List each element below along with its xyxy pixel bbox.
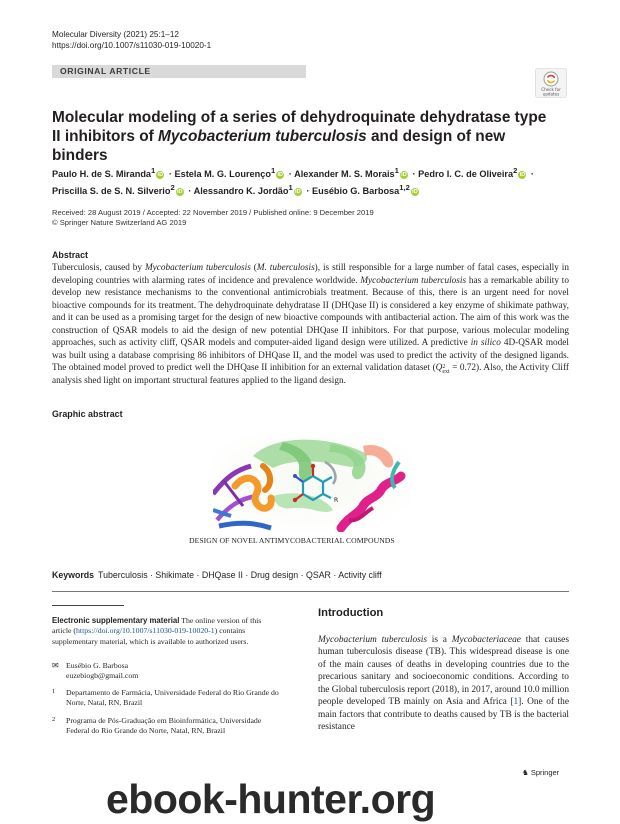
affiliation-1	[52, 688, 282, 709]
esm-text: ) contains supplementary material, which is available to authorized users.	[52, 626, 249, 646]
orcid-icon[interactable]: iD	[176, 188, 183, 195]
esm-label: Electronic supplementary material	[52, 616, 180, 625]
author-name[interactable]: Estela M. G. Lourenço	[174, 169, 271, 180]
journal-header	[52, 29, 211, 51]
orcid-icon[interactable]: iD	[277, 171, 284, 178]
intro-text: is a	[427, 635, 452, 645]
orcid-icon[interactable]: iD	[157, 171, 164, 178]
author-name[interactable]: Eusébio G. Barbosa	[311, 186, 400, 197]
abstract-body	[52, 262, 569, 388]
abstract-text: has a remarkable ability to develop new resistance mechanisms to the conventional antimicrobials treatment. Because of this, there is an urgent need for novel bioactive compounds for its treatment. The dehydroquinate dehydratase II (DHQase II) is considered a key enzyme of shikimate pathway, and it can be used as a promising target for the design of new bioactive compounds with antibacterial action. The aim of this work was the construction of QSAR models to aid the design of new potential DHQase II inhibitors. For that purpose, various molecular modeling approaches, such as activity cliff, QSAR models and computer-aided ligand design were utilized. A predictive	[52, 275, 569, 349]
orcid-icon[interactable]: iD	[412, 188, 418, 195]
author-name[interactable]: Pedro I. C. de Oliveira	[418, 169, 514, 180]
esm-text: The online version of this article (	[52, 616, 262, 636]
author-sup: 1	[394, 166, 399, 175]
author-sup: 2	[513, 166, 518, 175]
abstract-text: (	[250, 263, 257, 273]
author-name[interactable]: Priscilla S. de S. N. Silverio	[52, 186, 171, 197]
copyright-line: © Springer Nature Switzerland AG 2019	[52, 218, 187, 227]
citation-link[interactable]: 1	[513, 697, 519, 708]
affiliation-2	[52, 716, 282, 737]
orcid-icon[interactable]: iD	[295, 188, 301, 195]
author-list: Paulo H. de S. Miranda$^1$ iD · Estela M. G. Lourenço$^1$ iD · Alexander M. S. Morais$^1$ iD · Pedro I. C. de Oliveira$^2$ iD · Priscilla S. de S. N. Silverio$^2$ iD · Alessandro K. Jordão$^1$ iD · Eusébio G. Barbosa$^{1,2}$ iD	[52, 166, 534, 197]
q-sup: 2	[442, 364, 446, 371]
article-type: ORIGINAL ARTICLE	[60, 66, 151, 76]
author-sup: 1,2	[399, 183, 410, 193]
protein-ligand-illustration	[213, 436, 411, 532]
intro-text: that causes human tuberculosis disease (TB). This widespread disease is one of the main causes of deaths in developing countries due to the precarious sanitary and socioeconomic conditions. According to the Global tuberculosis report (2018), in 2017, around 10.0 million people developed TB mainly on Asia and Africa [	[318, 635, 570, 708]
publisher-logo	[522, 768, 559, 777]
orcid-icon[interactable]: iD	[519, 171, 526, 178]
publisher-name: Springer	[530, 768, 560, 777]
abstract-italic: M. tuberculosis	[256, 263, 315, 273]
q-sub: ext	[442, 369, 450, 376]
abstract-text: Tuberculosis, caused by	[52, 263, 145, 273]
dates-line: Received: 28 August 2019 / Accepted: 22 November 2019 / Published online: 9 December 2019	[52, 208, 374, 217]
doi-link[interactable]: https://doi.org/10.1007/s11030-019-10020-1	[52, 41, 212, 50]
intro-text: ]. One of the main factors that contribute to deaths caused by TB is the bacterial resistance	[318, 697, 569, 733]
watermark: ebook-hunter.org	[106, 776, 436, 822]
keywords	[52, 570, 382, 580]
title-text-1: Molecular modeling of a series of dehydroquinate dehydratase type II inhibitors of	[52, 109, 547, 145]
affiliation-text: Departamento de Farmácia, Universidade Federal do Rio Grande do Norte, Natal, RN, Brazil	[66, 688, 279, 708]
abstract-italic: Mycobacterium tuberculosis	[144, 263, 251, 273]
publication-dates	[52, 208, 374, 228]
corresponding-name: Eusébio G. Barbosa	[66, 661, 129, 670]
keywords-label: Keywords	[52, 570, 95, 580]
keywords-list: Tuberculosis · Shikimate · DHQase II · Drug design · QSAR · Activity cliff	[98, 570, 382, 580]
intro-italic: Mycobacteriaceae	[451, 635, 521, 645]
supplementary-material-note	[52, 616, 282, 647]
check-for-updates-icon[interactable]	[535, 68, 567, 98]
title-text-2: and design of new binders	[52, 128, 506, 164]
title-species: Mycobacterium tuberculosis	[158, 128, 367, 145]
affiliation-text: Programa de Pós-Graduação em Bioinformática, Universidade Federal do Rio Grande do Norte, Natal, RN, Brazil	[66, 716, 262, 736]
q-squared-symbol: Q	[435, 363, 443, 374]
abstract-text: 4D-QSAR model was built using a database comprising 86 inhibitors of DHQase II, and the model was used to predict the activity of the designed ligands. The obtained model proved to predict well the DHQase II inhibition for an external validation dataset (	[52, 338, 569, 374]
orcid-icon[interactable]: iD	[401, 171, 407, 178]
intro-italic: Mycobacterium tuberculosis	[318, 635, 428, 645]
abstract-heading: Abstract	[52, 250, 89, 260]
abstract-text: ). Also, the Activity Cliff analysis shed light on important structural features applied to the ligand design.	[52, 363, 569, 387]
journal-citation: Molecular Diversity (2021) 25:1–12	[52, 30, 179, 39]
q-value: = 0.72	[449, 363, 477, 374]
section-divider	[52, 591, 569, 592]
author-name[interactable]: Alessandro K. Jordão	[193, 186, 289, 197]
updates-label: updates	[542, 91, 560, 97]
abstract-italic: in silico	[470, 338, 501, 349]
abstract-italic: Mycobacterium tuberculosis	[360, 275, 467, 286]
envelope-icon: ✉	[52, 661, 59, 670]
graphic-caption: DESIGN OF NOVEL ANTIMYCOBACTERIAL COMPOUNDS	[189, 536, 395, 545]
check-for-label: Check for	[541, 87, 561, 92]
corresponding-email[interactable]: euzebiogb@gmail.com	[66, 671, 139, 681]
footnote-divider	[52, 605, 124, 606]
article-title	[52, 108, 552, 165]
author-sup: 1	[151, 166, 156, 175]
introduction-heading: Introduction	[318, 607, 384, 619]
author-sup: 1	[270, 166, 276, 175]
springer-horse-icon: ♞	[522, 768, 531, 777]
affiliation-sup: 2	[52, 716, 56, 723]
esm-doi-link[interactable]: https://doi.org/10.1007/s11030-019-10020-1	[76, 626, 215, 636]
author-name[interactable]: Alexander M. S. Morais	[294, 169, 395, 180]
ligand-r-group-label: R	[334, 497, 339, 504]
article-type-bar	[52, 65, 306, 78]
affiliation-sup: 1	[52, 688, 56, 695]
abstract-text: ), is still responsible for a large number of fatal cases, especially in developing countries with alarming rates of incidence and prevalence worldwide.	[52, 263, 569, 286]
author-name[interactable]: Paulo H. de S. Miranda	[52, 169, 152, 180]
corresponding-author	[52, 661, 282, 682]
author-sup: 1	[288, 183, 293, 193]
author-sup: 2	[170, 183, 175, 193]
introduction-body	[318, 634, 569, 734]
graphic-abstract-heading: Graphic abstract	[52, 409, 123, 419]
